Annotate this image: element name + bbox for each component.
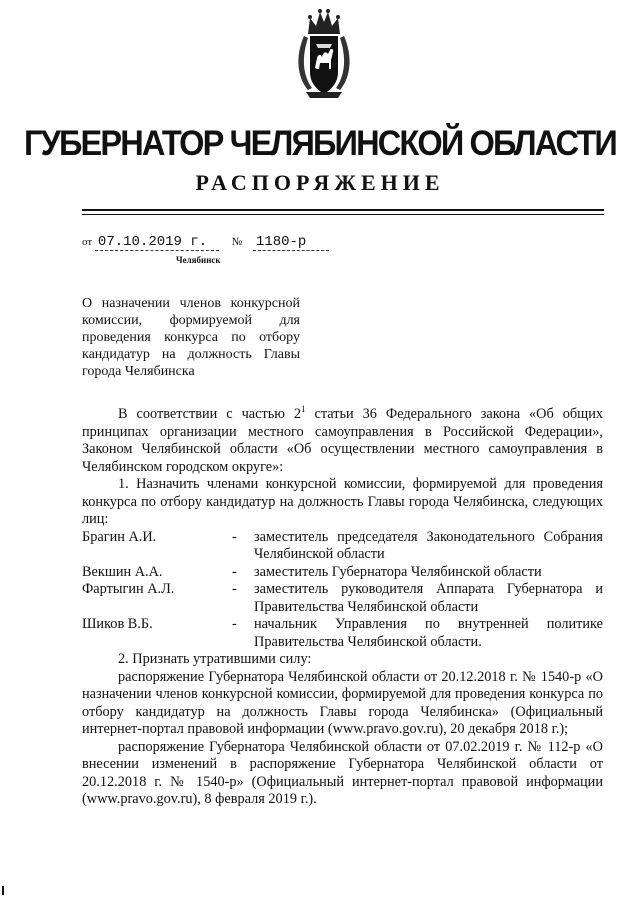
coat-of-arms-emblem bbox=[294, 6, 354, 101]
document-date: 07.10.2019 г. bbox=[95, 234, 219, 251]
member-row bbox=[82, 616, 603, 651]
item-1: 1. Назначить членами конкурсной комиссии, формируемой для проведения конкурса по отбору кандидатур на должность Главы города Челябинска, следующих лиц: bbox=[82, 476, 603, 527]
document-body bbox=[82, 406, 603, 809]
member-position: заместитель Губернатора Челябинской области bbox=[254, 563, 542, 580]
part-superscript: 1 bbox=[301, 404, 306, 415]
city-name: Челябинск bbox=[176, 255, 221, 265]
document-type: РАСПОРЯЖЕНИЕ bbox=[195, 170, 445, 195]
authority-title: ГУБЕРНАТОР ЧЕЛЯБИНСКОЙ ОБЛАСТИ bbox=[24, 124, 616, 163]
member-dash: - bbox=[232, 581, 237, 597]
member-name: Фартыгин А.Л. bbox=[82, 581, 175, 597]
repeal-order-1: распоряжение Губернатора Челябинской области от 20.12.2018 г. № 1540-р «О назначении членов конкурсной комиссии, формируемой для проведения конкурса по отбору кандидатур на должность Главы города Челябинска» (Официальный интернет-портал правовой информации (www.pravo.gov.ru), 20 декабря 2018 г.); bbox=[82, 668, 603, 737]
intro-text-end: статьи 36 Федерального закона «Об общих принципах организации местного самоуправления в Российской Федерации», Законом Челябинской области «Об осуществлении местного самоуправления в Челябинском городском округе»: bbox=[82, 406, 603, 475]
member-row bbox=[82, 529, 603, 564]
repeal-order-2: распоряжение Губернатора Челябинской области от 07.02.2019 г. № 112-р «О внесении изменений в распоряжение Губернатора Челябинской области от 20.12.2018 г. № 1540-р» (Официальный интернет-портал правовой информации (www.pravo.gov.ru), 8 февраля 2019 г.). bbox=[82, 738, 603, 807]
member-row bbox=[82, 581, 603, 616]
document-number: 1180-р bbox=[253, 234, 329, 251]
header-rule-thick bbox=[82, 209, 604, 211]
date-number-line bbox=[82, 234, 329, 251]
member-row bbox=[82, 564, 603, 582]
member-name: Брагин А.И. bbox=[82, 528, 157, 545]
header-rule-thin bbox=[82, 214, 604, 215]
intro-text-start: В соответствии с частью 2 bbox=[118, 406, 302, 422]
member-position: начальник Управления по внутренней политике Правительства Челябинской области. bbox=[254, 616, 603, 650]
date-prefix: от bbox=[82, 236, 93, 248]
scan-edge-mark bbox=[2, 886, 4, 895]
document-subject: О назначении членов конкурсной комиссии, формируемой для проведения конкурса по отбору кандидатур на должность Главы города Челябинска bbox=[82, 296, 300, 379]
member-name: Векшин А.А. bbox=[82, 563, 163, 580]
member-position: заместитель председателя Законодательного Собрания Челябинской области bbox=[254, 528, 603, 562]
member-name: Шиков В.Б. bbox=[82, 616, 153, 632]
number-prefix: № bbox=[231, 236, 243, 248]
item-2: 2. Признать утратившими силу: bbox=[118, 651, 312, 667]
member-dash: - bbox=[232, 563, 237, 580]
intro-paragraph bbox=[82, 406, 603, 476]
member-dash: - bbox=[232, 616, 237, 632]
member-dash: - bbox=[232, 528, 237, 545]
member-position: заместитель руководителя Аппарата Губернатора и Правительства Челябинской области bbox=[254, 581, 603, 615]
